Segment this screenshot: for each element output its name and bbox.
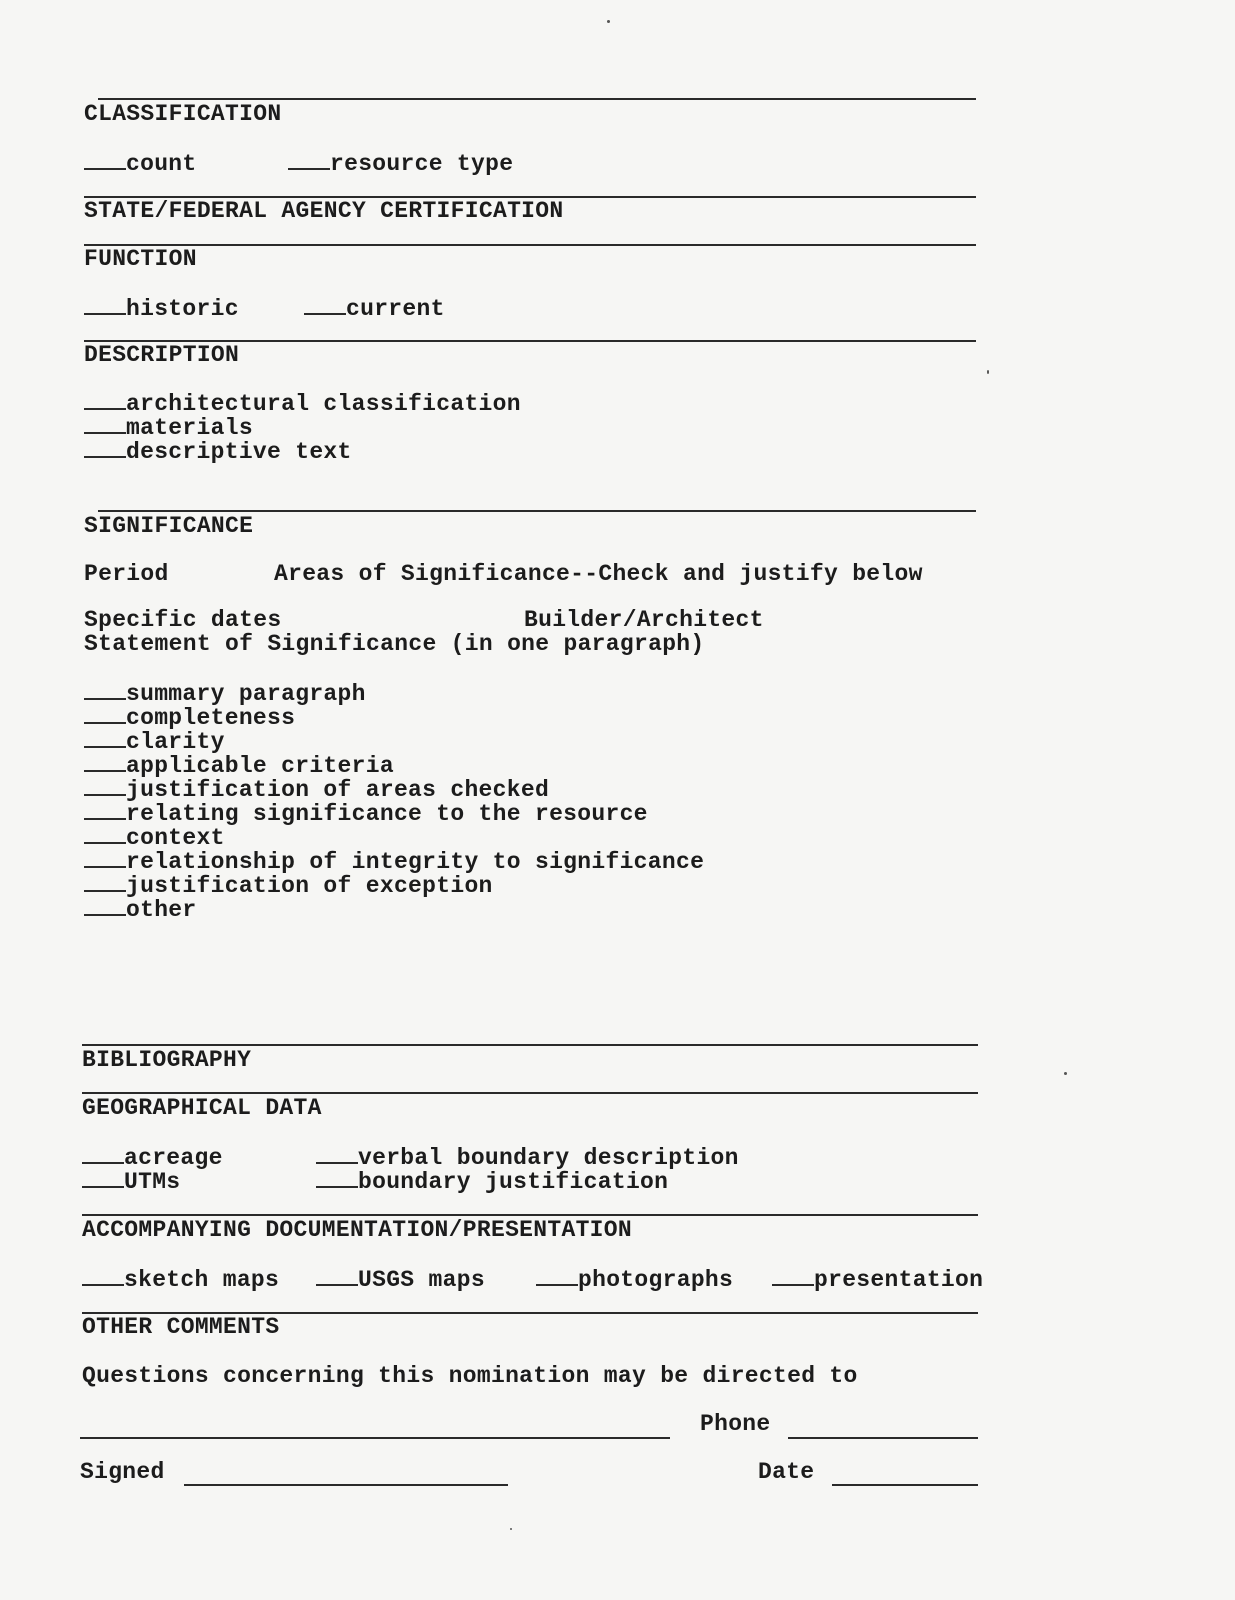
- item-label: architectural classification: [126, 391, 521, 417]
- significance-item[interactable]: [84, 680, 366, 706]
- checkbox-blank[interactable]: [84, 800, 126, 820]
- item-label: justification of areas checked: [126, 777, 550, 803]
- questions-text: Questions concerning this nomination may be directed to: [82, 1363, 858, 1389]
- section-rule: [82, 1044, 978, 1046]
- scan-speck: [510, 1528, 512, 1530]
- documentation-heading: ACCOMPANYING DOCUMENTATION/PRESENTATION: [82, 1217, 632, 1243]
- item-label: descriptive text: [126, 439, 352, 465]
- item-label: context: [126, 825, 225, 851]
- checkbox-blank[interactable]: [84, 872, 126, 892]
- item-label: current: [346, 296, 445, 322]
- section-rule: [82, 1092, 978, 1094]
- item-label: relating significance to the resource: [126, 801, 648, 827]
- checkbox-blank[interactable]: [84, 704, 126, 724]
- comments-heading: OTHER COMMENTS: [82, 1314, 280, 1340]
- description-heading: DESCRIPTION: [84, 342, 240, 368]
- checkbox-blank[interactable]: [772, 1266, 814, 1286]
- item-label: UTMs: [124, 1169, 181, 1195]
- documentation-sketch-maps-item[interactable]: [82, 1266, 279, 1292]
- checkbox-blank[interactable]: [84, 438, 126, 458]
- checkbox-blank[interactable]: [316, 1144, 358, 1164]
- item-label: applicable criteria: [126, 753, 394, 779]
- significance-heading: SIGNIFICANCE: [84, 513, 254, 539]
- checkbox-blank[interactable]: [536, 1266, 578, 1286]
- checkbox-blank[interactable]: [84, 728, 126, 748]
- checkbox-blank[interactable]: [82, 1144, 124, 1164]
- checkbox-blank[interactable]: [304, 295, 346, 315]
- areas-of-significance-label: Areas of Significance--Check and justify below: [274, 561, 923, 587]
- section-rule: [98, 510, 976, 512]
- checkbox-blank[interactable]: [84, 390, 126, 410]
- section-rule: [82, 1214, 978, 1216]
- item-label: historic: [126, 296, 239, 322]
- item-label: resource type: [330, 151, 514, 177]
- checkbox-blank[interactable]: [316, 1266, 358, 1286]
- certification-heading: STATE/FEDERAL AGENCY CERTIFICATION: [84, 198, 564, 224]
- significance-item[interactable]: [84, 824, 225, 850]
- geographical-boundary-justification-item[interactable]: [316, 1168, 668, 1194]
- item-label: sketch maps: [124, 1267, 280, 1293]
- checkbox-blank[interactable]: [84, 680, 126, 700]
- item-label: acreage: [124, 1145, 223, 1171]
- significance-item[interactable]: [84, 776, 549, 802]
- item-label: materials: [126, 415, 253, 441]
- description-item[interactable]: [84, 438, 352, 464]
- signature-field[interactable]: [184, 1484, 508, 1486]
- item-label: completeness: [126, 705, 296, 731]
- item-label: verbal boundary description: [358, 1145, 739, 1171]
- item-label: boundary justification: [358, 1169, 669, 1195]
- scan-speck: [607, 20, 610, 23]
- item-label: summary paragraph: [126, 681, 366, 707]
- checkbox-blank[interactable]: [84, 848, 126, 868]
- checkbox-blank[interactable]: [82, 1168, 124, 1188]
- item-label: presentation: [814, 1267, 984, 1293]
- date-label: Date: [758, 1459, 815, 1485]
- geographical-verbal-boundary-item[interactable]: [316, 1144, 739, 1170]
- phone-label: Phone: [700, 1411, 771, 1437]
- scan-speck: [1064, 1072, 1067, 1075]
- description-item[interactable]: [84, 414, 253, 440]
- documentation-presentation-item[interactable]: [772, 1266, 983, 1292]
- item-label: USGS maps: [358, 1267, 485, 1293]
- checkbox-blank[interactable]: [84, 776, 126, 796]
- checkbox-blank[interactable]: [82, 1266, 124, 1286]
- statement-of-significance-label: Statement of Significance (in one paragraph): [84, 631, 705, 657]
- classification-heading: CLASSIFICATION: [84, 101, 282, 127]
- description-item[interactable]: [84, 390, 521, 416]
- function-heading: FUNCTION: [84, 246, 197, 272]
- classification-count-item[interactable]: [84, 150, 197, 176]
- checkbox-blank[interactable]: [288, 150, 330, 170]
- significance-item[interactable]: [84, 728, 225, 754]
- specific-dates-label: Specific dates: [84, 607, 282, 633]
- checkbox-blank[interactable]: [84, 414, 126, 434]
- documentation-usgs-maps-item[interactable]: [316, 1266, 485, 1292]
- item-label: clarity: [126, 729, 225, 755]
- contact-name-field[interactable]: [80, 1437, 670, 1439]
- checkbox-blank[interactable]: [84, 150, 126, 170]
- item-label: other: [126, 897, 197, 923]
- item-label: justification of exception: [126, 873, 493, 899]
- significance-item[interactable]: [84, 848, 704, 874]
- phone-field[interactable]: [788, 1437, 978, 1439]
- scan-speck: [987, 370, 989, 374]
- significance-item[interactable]: [84, 872, 493, 898]
- item-label: relationship of integrity to significance: [126, 849, 705, 875]
- checkbox-blank[interactable]: [84, 752, 126, 772]
- date-field[interactable]: [832, 1484, 978, 1486]
- checkbox-blank[interactable]: [84, 896, 126, 916]
- classification-resource-type-item[interactable]: [288, 150, 513, 176]
- section-rule: [98, 98, 976, 100]
- function-historic-item[interactable]: [84, 295, 239, 321]
- geographical-acreage-item[interactable]: [82, 1144, 223, 1170]
- significance-item[interactable]: [84, 704, 295, 730]
- geographical-utms-item[interactable]: [82, 1168, 180, 1194]
- significance-item[interactable]: [84, 896, 197, 922]
- significance-item[interactable]: [84, 752, 394, 778]
- geographical-heading: GEOGRAPHICAL DATA: [82, 1095, 322, 1121]
- item-label: photographs: [578, 1267, 734, 1293]
- period-label: Period: [84, 561, 169, 587]
- section-rule: [84, 244, 976, 246]
- significance-item[interactable]: [84, 800, 648, 826]
- documentation-photographs-item[interactable]: [536, 1266, 733, 1292]
- checkbox-blank[interactable]: [84, 824, 126, 844]
- bibliography-heading: BIBLIOGRAPHY: [82, 1047, 252, 1073]
- checkbox-blank[interactable]: [84, 295, 126, 315]
- builder-architect-label: Builder/Architect: [524, 607, 764, 633]
- function-current-item[interactable]: [304, 295, 445, 321]
- item-label: count: [126, 151, 197, 177]
- signed-label: Signed: [80, 1459, 165, 1485]
- checkbox-blank[interactable]: [316, 1168, 358, 1188]
